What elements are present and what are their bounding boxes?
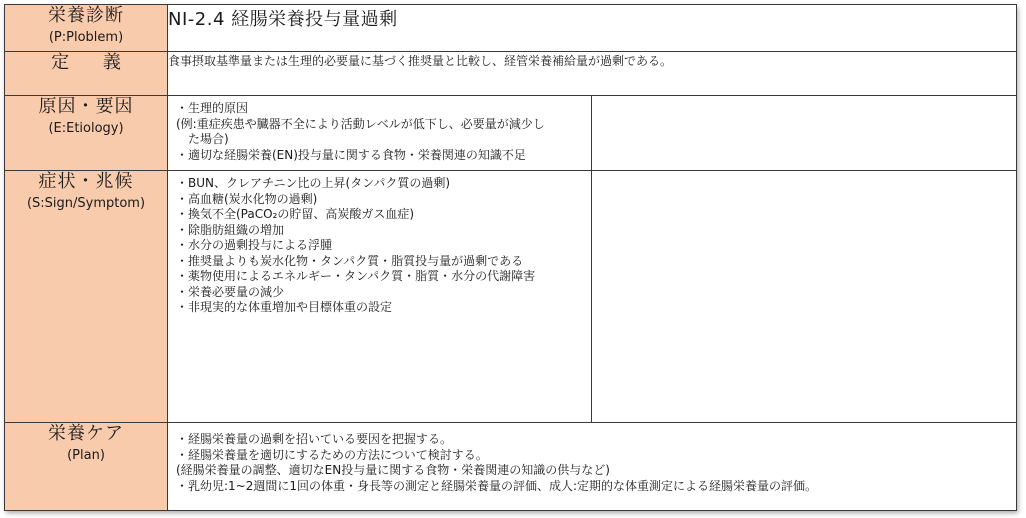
diagnosis-table xyxy=(4,4,1017,511)
symptom-label-sub: (S:Sign/Symptom) xyxy=(26,196,146,211)
symptom-label: 症状・兆候 xyxy=(38,171,134,192)
symptom-label-cell xyxy=(5,171,168,423)
symptom-content xyxy=(168,171,592,423)
definition-label: 定 義 xyxy=(51,52,135,73)
header-label-cell xyxy=(5,5,168,52)
plan-label-sub: (Plan) xyxy=(67,448,105,463)
header-label-sub: (P:Ploblem) xyxy=(48,30,124,45)
plan-line: ・経腸栄養量の過剰を招いている要因を把握する。 xyxy=(176,432,453,446)
symptom-line: ・BUN、クレアチニン比の上昇(タンパク質の過剰) xyxy=(176,176,451,190)
etiology-content xyxy=(168,96,592,171)
etiology-line: ・生理的原因 xyxy=(176,101,249,115)
plan-line: ・乳幼児:1~2週間に1回の体重・身長等の測定と経腸栄養量の評価、成人:定期的な体重測定による経腸栄養量の評価。 xyxy=(176,478,818,493)
etiology-blank-column xyxy=(592,96,1017,171)
symptom-line: ・高血糖(炭水化物の過剰) xyxy=(176,191,318,206)
etiology-label-sub: (E:Etiology) xyxy=(48,121,124,136)
symptom-line: ・除脂肪組織の増加 xyxy=(176,222,285,237)
symptom-blank-column xyxy=(592,171,1017,423)
etiology-line: (例:重症疾患や臓器不全により活動レベルが低下し、必要量が減少し xyxy=(176,116,545,131)
header-row xyxy=(5,5,1017,52)
plan-label: 栄養ケア xyxy=(48,423,124,444)
diagnosis-sheet xyxy=(4,4,1016,510)
etiology-line: た場合) xyxy=(176,132,229,146)
definition-row xyxy=(5,52,1017,96)
plan-content xyxy=(168,423,1017,511)
symptom-line: ・推奨量よりも炭水化物・タンパク質・脂質投与量が過剰である xyxy=(176,253,524,268)
plan-line: (経腸栄養量の調整、適切なEN投与量に関する食物・栄養関連の知識の供与など) xyxy=(176,463,610,477)
header-label: 栄養診断 xyxy=(48,5,124,26)
symptom-line: ・栄養必要量の減少 xyxy=(176,284,285,299)
etiology-label-cell xyxy=(5,96,168,171)
plan-row xyxy=(5,423,1017,511)
etiology-label: 原因・要因 xyxy=(38,96,134,117)
definition-text: 食事摂取基準量または生理的必要量に基づく推奨量と比較し、経管栄養補給量が過剰である。 xyxy=(168,52,1017,96)
symptom-line: ・薬物使用によるエネルギー・タンパク質・脂質・水分の代謝障害 xyxy=(176,269,536,283)
plan-label-cell xyxy=(5,423,168,511)
symptom-line: ・水分の過剰投与による浮腫 xyxy=(176,238,333,252)
etiology-row xyxy=(5,96,1017,171)
symptom-line: ・換気不全(PaCO₂の貯留、高炭酸ガス血症) xyxy=(176,207,415,221)
definition-label-cell xyxy=(5,52,168,96)
plan-line: ・経腸栄養量を適切にするための方法について検討する。 xyxy=(176,447,488,462)
symptom-line: ・非現実的な体重増加や目標体重の設定 xyxy=(176,300,393,314)
symptom-row xyxy=(5,171,1017,423)
diagnosis-title: NI-2.4 経腸栄養投与量過剰 xyxy=(168,5,1017,52)
etiology-line: ・適切な経腸栄養(EN)投与量に関する食物・栄養関連の知識不足 xyxy=(176,147,526,162)
